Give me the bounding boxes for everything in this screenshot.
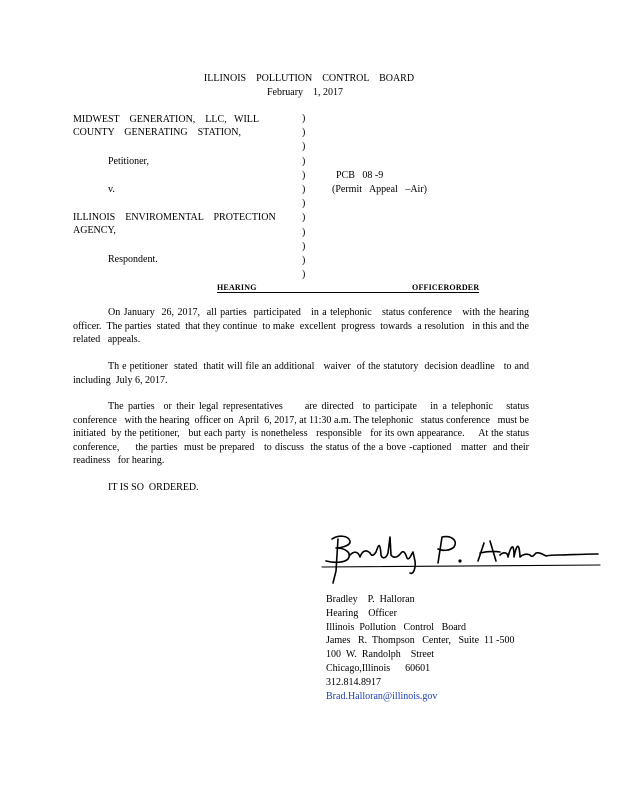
respondent-name-line2: AGENCY, <box>73 225 116 236</box>
paragraph-waiver: Th e petitioner stated thatit will file an additional waiver of the statutory decision deadline to and including July 6, 2017. <box>73 361 532 386</box>
signer-email-link[interactable]: Brad.Halloran@illinois.gov <box>326 690 438 702</box>
document-date: February 1, 2017 <box>266 87 344 98</box>
agency-heading: ILLINOIS POLLUTION CONTROL BOARD <box>203 73 415 84</box>
signature-block <box>326 593 556 703</box>
petitioner-name-line2: COUNTY GENERATING STATION, <box>73 127 241 138</box>
caption-bracket: ) ) ) ) ) ) ) ) ) ) ) ) <box>302 113 306 281</box>
signer-address2: 100 W. Randolph Street <box>326 649 435 661</box>
handwritten-signature <box>318 525 603 587</box>
respondent-name-line1: ILLINOIS ENVIROMENTAL PROTECTION <box>73 212 276 223</box>
petitioner-name-line1: MIDWEST GENERATION, LLC, WILL <box>73 114 259 125</box>
signer-board: Illinois Pollution Control Board <box>326 621 467 633</box>
versus-label: v. <box>108 184 115 195</box>
signer-name: Bradley P. Halloran <box>326 594 415 605</box>
signer-title: Hearing Officer <box>326 607 397 619</box>
respondent-role: Respondent. <box>108 254 158 265</box>
so-ordered: IT IS SO ORDERED. <box>108 482 199 493</box>
signer-city: Chicago,Illinois 60601 <box>326 662 431 674</box>
case-number: PCB 08 -9 <box>336 170 384 181</box>
order-title: HEARING OFFICERORDER <box>217 283 480 292</box>
paragraph-status-conference: On January 26, 2017, all parties participated in a telephonic status conference with the hearing officer. The parties stated that they continue to make excellent progress towards a resolution in this and the related appeals. <box>73 307 534 345</box>
case-type: (Permit Appeal –Air) <box>332 184 427 195</box>
signer-address1: James R. Thompson Center, Suite 11 -500 <box>326 635 515 647</box>
signer-phone: 312.814.8917 <box>326 676 381 688</box>
paragraph-directive: The parties or their legal representatives are directed to participate in a telephonic status conference with the hearing officer on April 6, 2017, at 11:30 a.m. The telephonic status conference must be initiated by the petitioner, but each party is nonetheless responsible for its own appearance. At the status conference, the parties must be prepared to discuss the status of the a bove -captioned matter and their readiness for hearing. <box>73 401 532 466</box>
petitioner-role: Petitioner, <box>108 156 149 167</box>
